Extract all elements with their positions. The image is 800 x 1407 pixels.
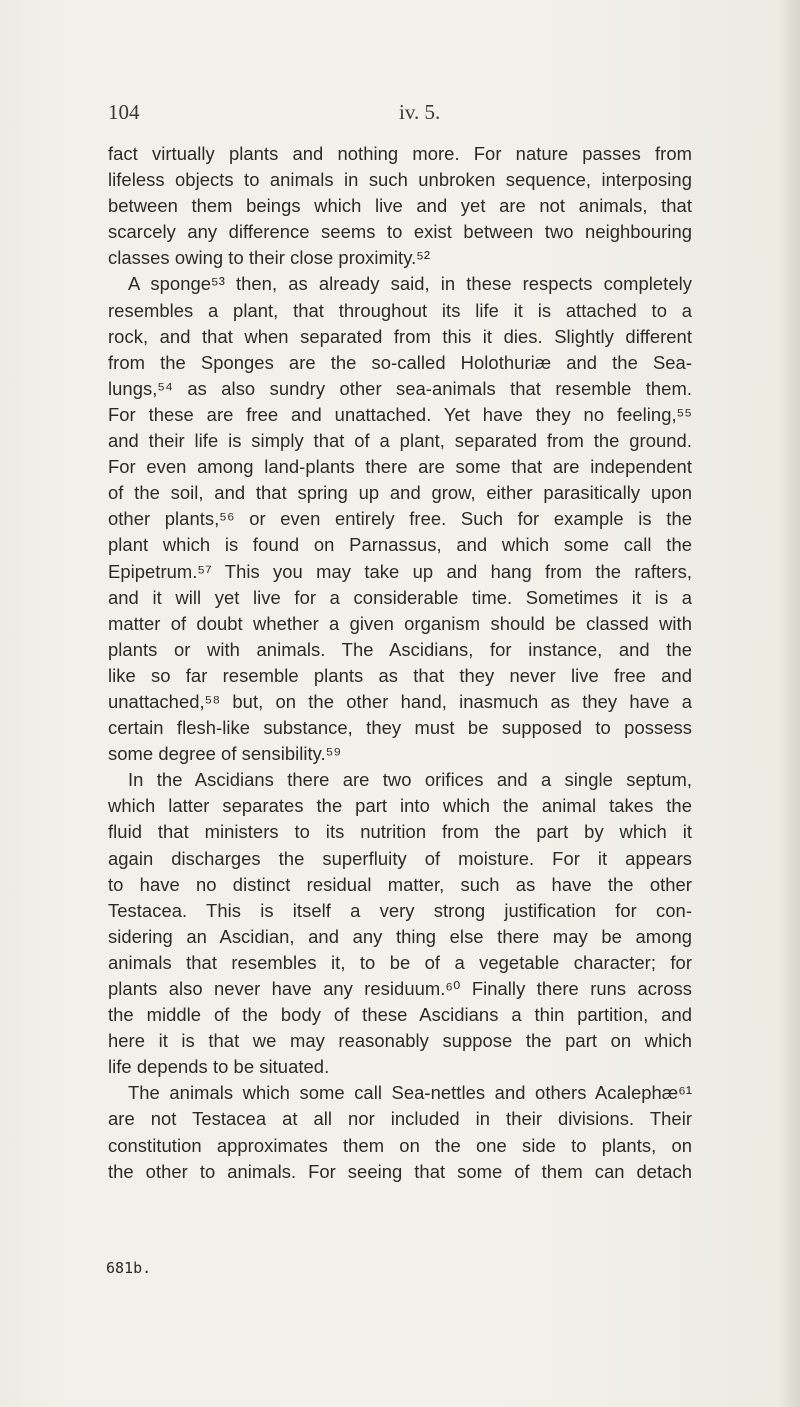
- text-line: In the Ascidians there are two orifices and a single septum,: [128, 769, 692, 791]
- text-line: and it will yet live for a considerable time. Sometimes it is a: [108, 586, 692, 608]
- text-line: constitution approximates them on the one side to plants, on: [108, 1134, 692, 1156]
- body-text: [108, 141, 692, 1185]
- text-line: For even among land-plants there are some that are independent: [108, 456, 692, 478]
- text-line: A sponge⁵³ then, as already said, in these respects completely: [128, 273, 692, 295]
- text-line: like so far resemble plants as that they never live free and: [108, 664, 692, 686]
- text-line: sidering an Ascidian, and any thing else there may be among: [108, 925, 692, 947]
- text-line: plants or with animals. The Ascidians, for instance, and the: [108, 638, 692, 660]
- text-line: of the soil, and that spring up and grow, either parasitically upon: [108, 482, 692, 504]
- text-line: lungs,⁵⁴ as also sundry other sea-animals that resemble them.: [108, 377, 692, 399]
- text-line: here it is that we may reasonably suppose the part on which: [108, 1030, 692, 1052]
- page-number: 104: [108, 100, 140, 124]
- library-shelf-mark: 681b.: [106, 1259, 152, 1277]
- text-line: the other to animals. For seeing that some of them can detach: [108, 1160, 692, 1182]
- text-line: to have no distinct residual matter, such as have the other: [108, 873, 692, 895]
- text-line: some degree of sensibility.⁵⁹: [108, 743, 342, 765]
- text-line: classes owing to their close proximity.⁵²: [108, 247, 431, 269]
- text-line: from the Sponges are the so-called Holothuriæ and the Sea-: [108, 351, 692, 373]
- text-line: lifeless objects to animals in such unbroken sequence, interposing: [108, 169, 692, 191]
- text-line: again discharges the superfluity of moisture. For it appears: [108, 847, 692, 869]
- page-edge-shadow: [778, 0, 800, 1407]
- text-line: animals that resembles it, to be of a vegetable character; for: [108, 951, 692, 973]
- section-reference: iv. 5.: [399, 100, 441, 124]
- text-line: The animals which some call Sea-nettles and others Acalephæ⁶¹: [128, 1082, 692, 1104]
- text-line: resembles a plant, that throughout its life it is attached to a: [108, 299, 692, 321]
- text-line: Testacea. This is itself a very strong justification for con-: [108, 899, 692, 921]
- text-line: and their life is simply that of a plant, separated from the ground.: [108, 430, 692, 452]
- text-line: plants also never have any residuum.⁶⁰ Finally there runs across: [108, 978, 692, 999]
- text-line: certain flesh-like substance, they must be supposed to possess: [108, 717, 692, 739]
- text-line: between them beings which live and yet are not animals, that: [108, 195, 692, 217]
- text-line: are not Testacea at all nor included in their divisions. Their: [108, 1108, 692, 1130]
- text-line: Epipetrum.⁵⁷ This you may take up and hang from the rafters,: [108, 560, 692, 582]
- text-line: life depends to be situated.: [108, 1056, 330, 1078]
- text-line: rock, and that when separated from this it dies. Slightly different: [108, 325, 692, 347]
- text-line: For these are free and unattached. Yet have they no feeling,⁵⁵: [108, 403, 692, 425]
- running-header: [108, 100, 708, 130]
- text-line: unattached,⁵⁸ but, on the other hand, inasmuch as they have a: [108, 690, 692, 712]
- text-line: matter of doubt whether a given organism should be classed with: [108, 612, 692, 634]
- text-line: scarcely any difference seems to exist between two neighbouring: [108, 221, 692, 243]
- text-line: plant which is found on Parnassus, and which some call the: [108, 534, 692, 556]
- text-line: fluid that ministers to its nutrition from the part by which it: [108, 821, 692, 843]
- text-line: other plants,⁵⁶ or even entirely free. Such for example is the: [108, 508, 692, 530]
- text-line: fact virtually plants and nothing more. For nature passes from: [108, 143, 692, 164]
- text-line: the middle of the body of these Ascidians a thin partition, and: [108, 1004, 692, 1026]
- text-line: which latter separates the part into which the animal takes the: [108, 795, 692, 817]
